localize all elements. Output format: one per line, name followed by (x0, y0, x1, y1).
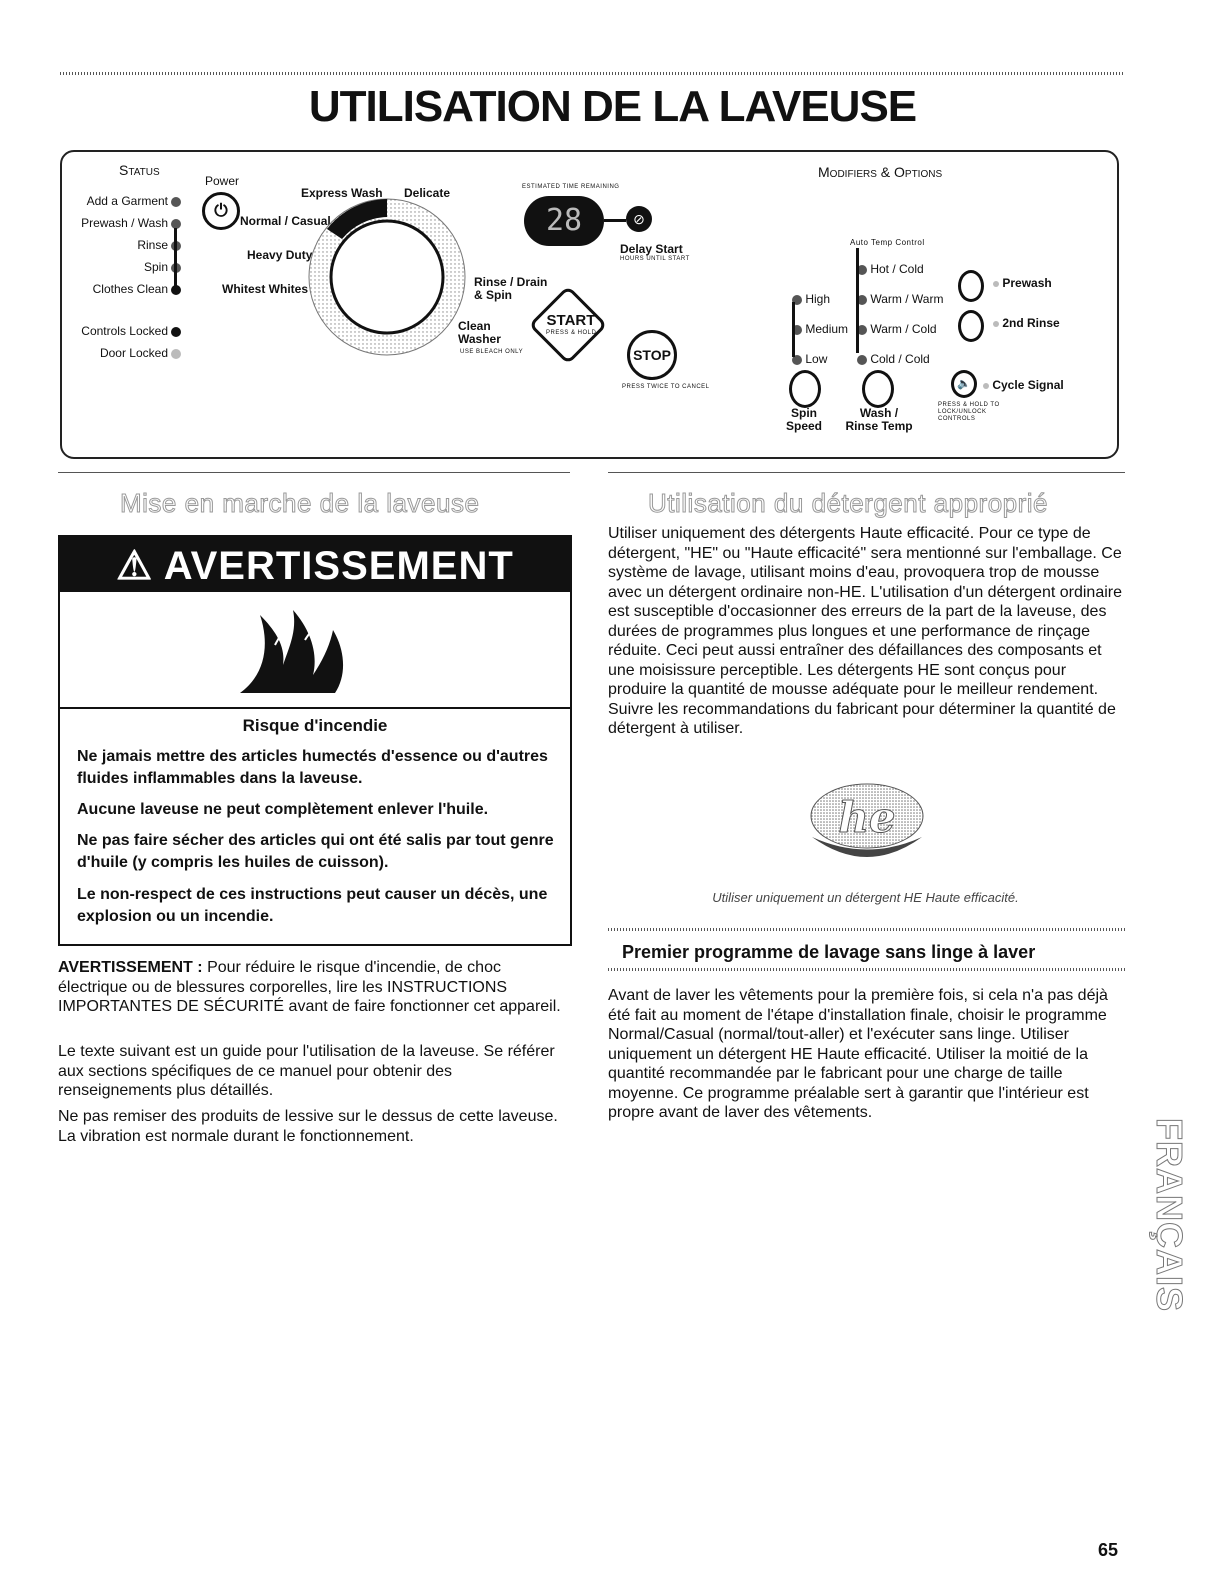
left-para-3: Ne pas remiser des produits de lessive sur le dessus de cette laveuse. La vibration est normale durant le fonctionnement. (58, 1108, 558, 1145)
door-lock-icon (171, 349, 181, 359)
control-panel-diagram (60, 150, 1119, 459)
status-led-icon (171, 197, 181, 207)
warning-triangle-icon: ⚠ (116, 544, 154, 588)
status-connector (174, 228, 177, 288)
cycle-whitest-whites: Whitest Whites (222, 282, 308, 296)
cycle-clean-washer: Clean Washer (458, 319, 501, 346)
svg-text:he: he (838, 793, 896, 842)
start-sub: PRESS & HOLD (546, 330, 597, 336)
he-caption: Utiliser uniquement un détergent HE Haute efficacité. (712, 890, 1019, 905)
speed-connector (792, 302, 795, 357)
prewash-led-icon (993, 281, 999, 287)
left-para-2: Le texte suivant est un guide pour l'utilisation de la laveuse. Se référer aux sections spécifiques de ce manuel pour obtenir des renseignements plus détaillés. (58, 1043, 555, 1099)
status-controls-locked: Controls Locked (81, 324, 181, 338)
rinse-led-icon (993, 321, 999, 327)
speed-low: Low (789, 352, 827, 366)
delay-start-button[interactable]: ⊘ (626, 206, 652, 232)
subsection-rule-bottom (608, 968, 1125, 971)
left-section-title: Mise en marche de la laveuse (120, 488, 480, 518)
cycle-express-wash: Express Wash (301, 186, 383, 200)
cycle-rinse-drain: Rinse / Drain & Spin (474, 275, 548, 302)
hazard-line-4: Le non-respect de ces instructions peut causer un décès, une explosion ou un incendie. (77, 886, 548, 925)
lock-icon (171, 327, 181, 337)
temp-button[interactable] (862, 370, 894, 408)
right-column-rule (608, 472, 1125, 473)
hazard-line-1: Ne jamais mettre des articles humectés d'essence ou d'autres fluides inflammables dans la laveuse. (77, 748, 548, 787)
right-para-1: Utiliser uniquement des détergents Haute efficacité. Pour ce type de détergent, "HE" ou "Haute efficacité" sera mentionné sur l'emballage. Ce système de lavage, utilisant moins d'eau, provoquera trop de mousse avec un détergent ordinaire non-HE. L'utilisation d'un détergent ordinaire est susceptible d'occasionner des erreurs de la part de la laveuse, des durées de programmes plus longues et une performance de rinçage réduite. Ceci peut aussi entraîner des défaillances des composants et une moisissure perceptible. Les détergents HE sont conçus pour produire la quantité de mousse adéquate pour le meilleur rendement. Suivre les recommandations du fabricant pour déterminer la quantité de détergent à utiliser. (608, 525, 1122, 737)
hazard-line-3: Ne pas faire sécher des articles qui ont été salis par tout genre d'huile (y compris les huiles de cuisson). (77, 832, 554, 871)
prewash-button[interactable] (958, 270, 984, 302)
start-label: START (546, 312, 596, 329)
warning-header: ⚠ AVERTISSEMENT (60, 537, 570, 592)
stop-sub: PRESS TWICE TO CANCEL (622, 384, 710, 390)
status-clothes-clean: Clothes Clean (93, 282, 181, 296)
warning-box (58, 535, 572, 946)
temp-connector (856, 248, 859, 353)
warning-separator (60, 707, 570, 709)
page-title: UTILISATION DE LA LAVEUSE (308, 82, 917, 131)
delay-start-label: Delay Start (620, 242, 683, 256)
speed-medium: Medium (789, 322, 848, 336)
second-rinse-button[interactable] (958, 310, 984, 342)
page-number: 65 (1098, 1540, 1119, 1560)
fire-hazard-icon (235, 605, 365, 697)
left-column-rule (58, 472, 570, 473)
modifiers-title: Modifiers & Options (818, 164, 943, 180)
top-rule (60, 72, 1125, 75)
subsection-title: Premier programme de lavage sans linge à laver (622, 942, 1036, 962)
side-language-label: FRANÇAIS (1149, 1118, 1190, 1312)
stop-button[interactable]: STOP (627, 330, 677, 380)
status-title: Status (119, 162, 160, 178)
cycle-normal-casual: Normal / Casual (240, 214, 331, 228)
temp-cold-cold: Cold / Cold (854, 352, 930, 366)
status-spin: Spin (144, 260, 181, 274)
cycle-delicate: Delicate (404, 186, 451, 200)
subsection-rule-top (608, 928, 1125, 931)
clean-washer-note: USE BLEACH ONLY (460, 349, 524, 355)
status-prewash: Prewash / Wash (81, 216, 181, 230)
cycle-signal-label: Cycle Signal (980, 378, 1064, 392)
lock-note: PRESS & HOLD TO LOCK/UNLOCK CONTROLS (938, 402, 1000, 422)
left-para-1: AVERTISSEMENT : Pour réduire le risque d'incendie, de choc électrique ou de blessures corporelles, lire les INSTRUCTIONS IMPORTANTES DE SÉCURITÉ avant de faire fonctionner cet appareil. (58, 959, 561, 1015)
cycle-heavy-duty: Heavy Duty (247, 248, 313, 262)
spin-speed-label: Spin Speed (785, 406, 822, 433)
hazard-line-2: Aucune laveuse ne peut complètement enlever l'huile. (77, 801, 489, 818)
second-rinse-label: 2nd Rinse (990, 316, 1060, 330)
temp-warm-warm: Warm / Warm (854, 292, 943, 306)
status-add-garment: Add a Garment (87, 194, 181, 208)
estimated-time-label: ESTIMATED TIME REMAINING (522, 184, 620, 190)
auto-temp-label: Auto Temp Control (850, 238, 925, 247)
hazard-title: Risque d'incendie (242, 716, 388, 735)
cycle-knob[interactable] (302, 187, 472, 357)
status-rinse: Rinse (137, 238, 181, 252)
display-connector (604, 219, 626, 222)
speed-high: High (789, 292, 830, 306)
power-button[interactable]: ⏻ (202, 192, 240, 230)
right-para-2: Avant de laver les vêtements pour la première fois, si cela n'a pas déjà été fait au moment de l'étape d'installation finale, choisir le programme Normal/Casual (normal/tout-aller) et l'exécuter sans linge. Utiliser uniquement un détergent HE Haute efficacité. Utiliser la moitié de la quantité recommandée par le fabricant pour une charge de taille moyenne. Ce programme préalable sert à garantir que l'intérieur est propre avant de laver des vêtements. (608, 987, 1108, 1121)
temp-hot-cold: Hot / Cold (854, 262, 924, 276)
spin-speed-button[interactable] (789, 370, 821, 408)
he-logo (808, 782, 926, 862)
right-section-title: Utilisation du détergent approprié (648, 488, 1049, 518)
power-label: Power (205, 174, 240, 188)
temp-warm-cold: Warm / Cold (854, 322, 937, 336)
status-door-locked: Door Locked (100, 346, 181, 360)
signal-led-icon (983, 383, 989, 389)
temp-led-icon (857, 355, 867, 365)
cycle-signal-button[interactable]: 🔈 (951, 370, 977, 398)
time-display: 28 (524, 196, 604, 246)
prewash-label: Prewash (990, 276, 1052, 290)
delay-start-sub: HOURS UNTIL START (620, 256, 690, 262)
wash-rinse-temp-label: Wash / Rinse Temp (845, 406, 913, 433)
